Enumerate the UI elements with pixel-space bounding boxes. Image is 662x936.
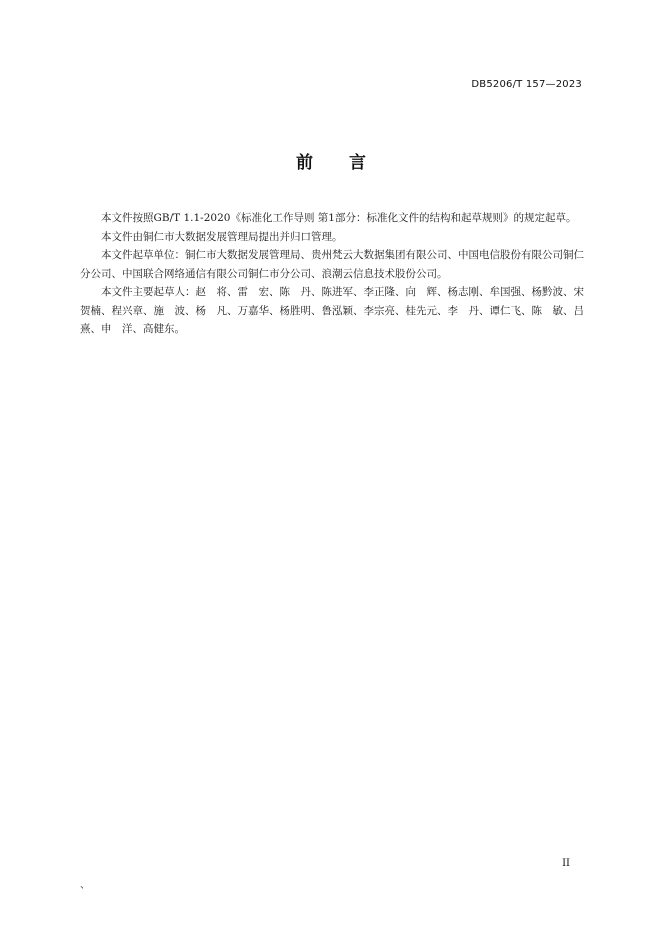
page-number: II bbox=[562, 858, 570, 869]
document-code: DB5206/T 157—2023 bbox=[471, 79, 582, 90]
paragraph-drafters: 本文件主要起草人：赵 将、雷 宏、陈 丹、陈进军、李正隆、向 辉、杨志刚、牟国强、杨黔波、宋贺楠、程兴章、施 波、杨 凡、万嘉华、杨胜明、鲁泓颖、李宗亮、桂先元、李 丹、谭仁飞、陈 敏、吕 熹、申 洋、高健东。 bbox=[80, 286, 595, 335]
paragraph-proposer: 本文件由铜仁市大数据发展管理局提出并归口管理。 bbox=[101, 230, 343, 243]
paragraph-drafting-rule: 本文件按照GB/T 1.1-2020《标准化工作导则 第1部分：标准化文件的结构和起草规则》的规定起草。 bbox=[101, 212, 577, 224]
paragraph-drafting-units: 本文件起草单位：铜仁市大数据发展管理局、贵州梵云大数据集团有限公司、中国电信股份有限公司铜仁分公司、中国联合网络通信有限公司铜仁市分公司、浪潮云信息技术股份公司。 bbox=[80, 249, 584, 280]
foreword-body bbox=[80, 209, 595, 339]
page-title: 前言 bbox=[296, 153, 402, 173]
stray-mark: 、 bbox=[80, 880, 90, 891]
